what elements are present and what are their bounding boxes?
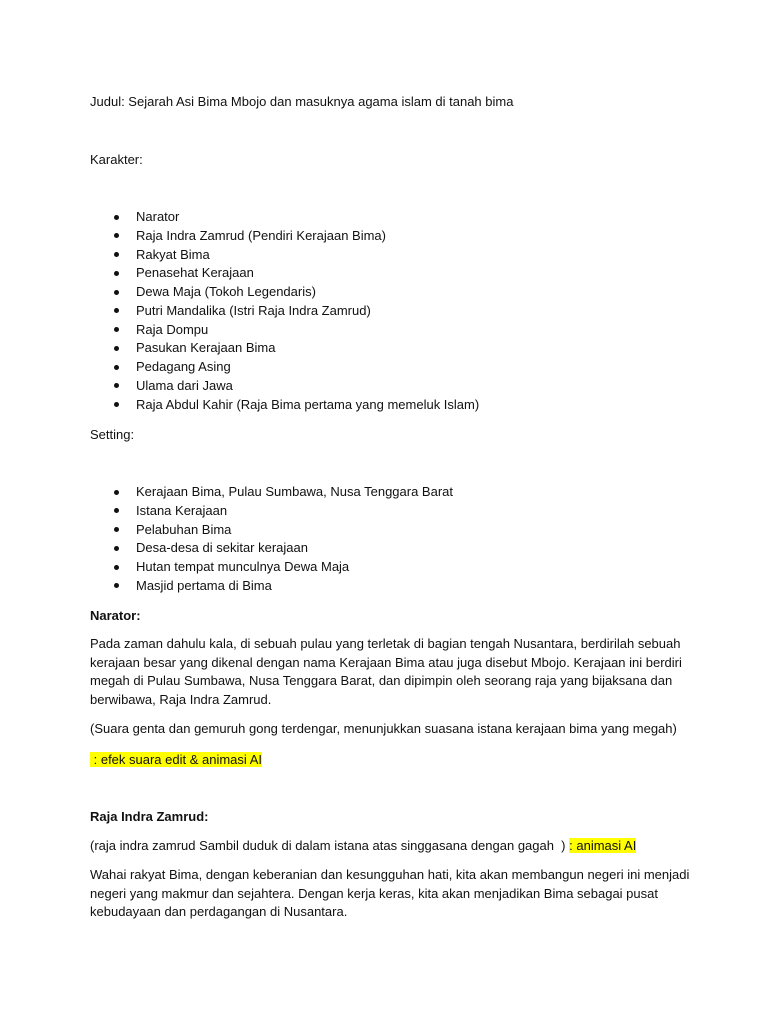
list-item: Narator: [112, 208, 479, 227]
bullet-icon: [114, 308, 119, 313]
list-item: Istana Kerajaan: [112, 502, 453, 521]
list-item: Ulama dari Jawa: [112, 377, 479, 396]
list-item: Desa-desa di sekitar kerajaan: [112, 539, 453, 558]
document-title: Judul: Sejarah Asi Bima Mbojo dan masuknya agama islam di tanah bima: [90, 94, 514, 109]
highlighted-note: : efek suara edit & animasi AI: [90, 752, 262, 767]
bullet-icon: [114, 327, 119, 332]
list-item: Raja Abdul Kahir (Raja Bima pertama yang memeluk Islam): [112, 396, 479, 415]
list-item: Putri Mandalika (Istri Raja Indra Zamrud): [112, 302, 479, 321]
list-item: Dewa Maja (Tokoh Legendaris): [112, 283, 479, 302]
bullet-icon: [114, 583, 119, 588]
list-item: Kerajaan Bima, Pulau Sumbawa, Nusa Tenggara Barat: [112, 483, 453, 502]
bullet-icon: [114, 290, 119, 295]
narator-note: [90, 751, 262, 769]
list-item: Raja Indra Zamrud (Pendiri Kerajaan Bima): [112, 227, 479, 246]
list-item: Pasukan Kerajaan Bima: [112, 339, 479, 358]
bullet-icon: [114, 215, 119, 220]
setting-heading: Setting:: [90, 427, 135, 442]
bullet-icon: [114, 508, 119, 513]
karakter-heading: Karakter:: [90, 152, 143, 167]
bullet-icon: [114, 565, 119, 570]
bullet-icon: [114, 252, 119, 257]
bullet-icon: [114, 527, 119, 532]
setting-list: [112, 483, 453, 596]
list-item: Rakyat Bima: [112, 246, 479, 265]
bullet-icon: [114, 490, 119, 495]
list-item: Pedagang Asing: [112, 358, 479, 377]
karakter-list: [112, 208, 479, 414]
narator-heading: Narator:: [90, 608, 141, 623]
list-item: Pelabuhan Bima: [112, 521, 453, 540]
bullet-icon: [114, 365, 119, 370]
raja-paragraph: Wahai rakyat Bima, dengan keberanian dan kesungguhan hati, kita akan membangun negeri ini menjadi negeri yang makmur dan sejahtera. Dengan kerja keras, kita akan menjadikan Bima sebagai pusat kebudayaan dan perdagangan di Nusantara.: [90, 867, 690, 920]
bullet-icon: [114, 233, 119, 238]
list-item: Hutan tempat munculnya Dewa Maja: [112, 558, 453, 577]
bullet-icon: [114, 546, 119, 551]
list-item: Raja Dompu: [112, 321, 479, 340]
bullet-icon: [114, 402, 119, 407]
highlighted-note: : animasi AI: [569, 838, 637, 853]
raja-stage-direction: (raja indra zamrud Sambil duduk di dalam istana atas singgasana dengan gagah ) : animasi AI: [90, 838, 637, 853]
list-item: Masjid pertama di Bima: [112, 577, 453, 596]
list-item: Penasehat Kerajaan: [112, 264, 479, 283]
narator-stage-direction: (Suara genta dan gemuruh gong terdengar, menunjukkan suasana istana kerajaan bima yang megah): [90, 721, 677, 736]
narator-paragraph: Pada zaman dahulu kala, di sebuah pulau yang terletak di bagian tengah Nusantara, berdirilah sebuah kerajaan besar yang dikenal dengan nama Kerajaan Bima atau juga disebut Mbojo. Kerajaan ini berdiri megah di Pulau Sumbawa, Nusa Tenggara Barat, dan dipimpin oleh seorang raja yang bijaksana dan berwibawa, Raja Indra Zamrud.: [90, 636, 682, 708]
bullet-icon: [114, 383, 119, 388]
raja-heading: Raja Indra Zamrud:: [90, 809, 209, 824]
bullet-icon: [114, 271, 119, 276]
bullet-icon: [114, 346, 119, 351]
